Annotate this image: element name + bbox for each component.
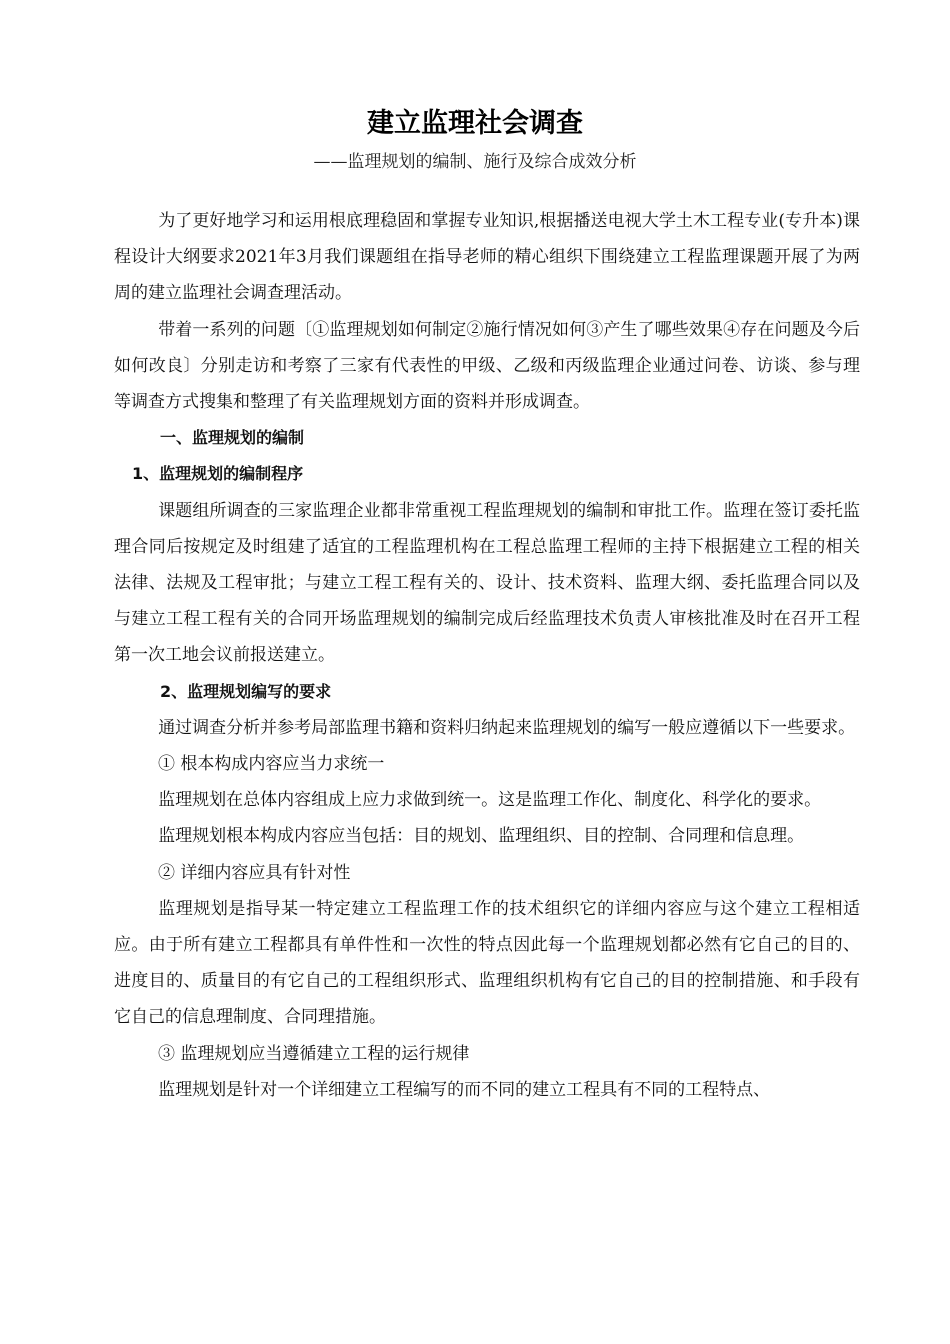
- section-heading-1: 一、监理规划的编制: [160, 428, 305, 448]
- subsection-2-paragraph: 通过调查分析并参考局部监理书籍和资料归纳起来监理规划的编写一般应遵循以下一些要求。: [158, 717, 856, 738]
- requirement-3-paragraph: 监理规划是针对一个详细建立工程编写的而不同的建立工程具有不同的工程特点、: [158, 1079, 771, 1100]
- subsection-1-paragraph: 课题组所调查的三家监理企业都非常重视工程监理规划的编制和审批工作。监理在签订委托监理合同后按规定及时组建了适宜的工程监理机构在工程总监理工程师的主持下根据建立工程的相关法律、法规及工程审批；与建立工程工程有关的、设计、技术资料、监理大纲、委托监理合同以及与建立工程工程有关的合同开场监理规划的编制完成后经监理技术负责人审核批准及时在召开工程第一次工地会议前报送建立。: [114, 500, 860, 666]
- intro-paragraph-1: 为了更好地学习和运用根底理稳固和掌握专业知识,根据播送电视大学土木工程专业(专升本)课程设计大纲要求2021年3月我们课题组在指导老师的精心组织下围绕建立工程监理课题开展了为两周的建立监理社会调查理活动。: [114, 211, 860, 304]
- requirement-1-paragraph-2: 监理规划根本构成内容应当包括：目的规划、监理组织、目的控制、合同理和信息理。: [158, 826, 805, 847]
- subsection-heading-2: 2、监理规划编写的要求: [160, 681, 332, 701]
- subsection-heading-1: 1、监理规划的编制程序: [132, 464, 304, 484]
- intro-paragraph-2: 带着一系列的问题〔①监理规划如何制定②施行情况如何③产生了哪些效果④存在问题及今后如何改良〕分别走访和考察了三家有代表性的甲级、乙级和丙级监理企业通过问卷、访谈、参与理等调查方式搜集和整理了有关监理规划方面的资料并形成调查。: [114, 319, 860, 413]
- requirement-heading-3: ③ 监理规划应当遵循建立工程的运行规律: [158, 1043, 470, 1064]
- requirement-heading-1: ① 根本构成内容应当力求统一: [158, 754, 385, 775]
- requirement-2-paragraph: 监理规划是指导某一特定建立工程监理工作的技术组织它的详细内容应与这个建立工程相适应。由于所有建立工程都具有单件性和一次性的特点因此每一个监理规划都必然有它自己的目的、进度目的、质量目的有它自己的工程组织形式、监理组织机构有它自己的目的控制措施、和手段有它自己的信息理制度、合同理措施。: [114, 898, 860, 1028]
- requirement-1-paragraph-1: 监理规划在总体内容组成上应力求做到统一。这是监理工作化、制度化、科学化的要求。: [158, 790, 822, 811]
- requirement-heading-2: ② 详细内容应具有针对性: [158, 862, 351, 883]
- document-body: [114, 203, 860, 1108]
- document-subtitle: ——监理规划的编制、施行及综合成效分析: [313, 152, 637, 172]
- document-title: 建立监理社会调查: [367, 108, 583, 139]
